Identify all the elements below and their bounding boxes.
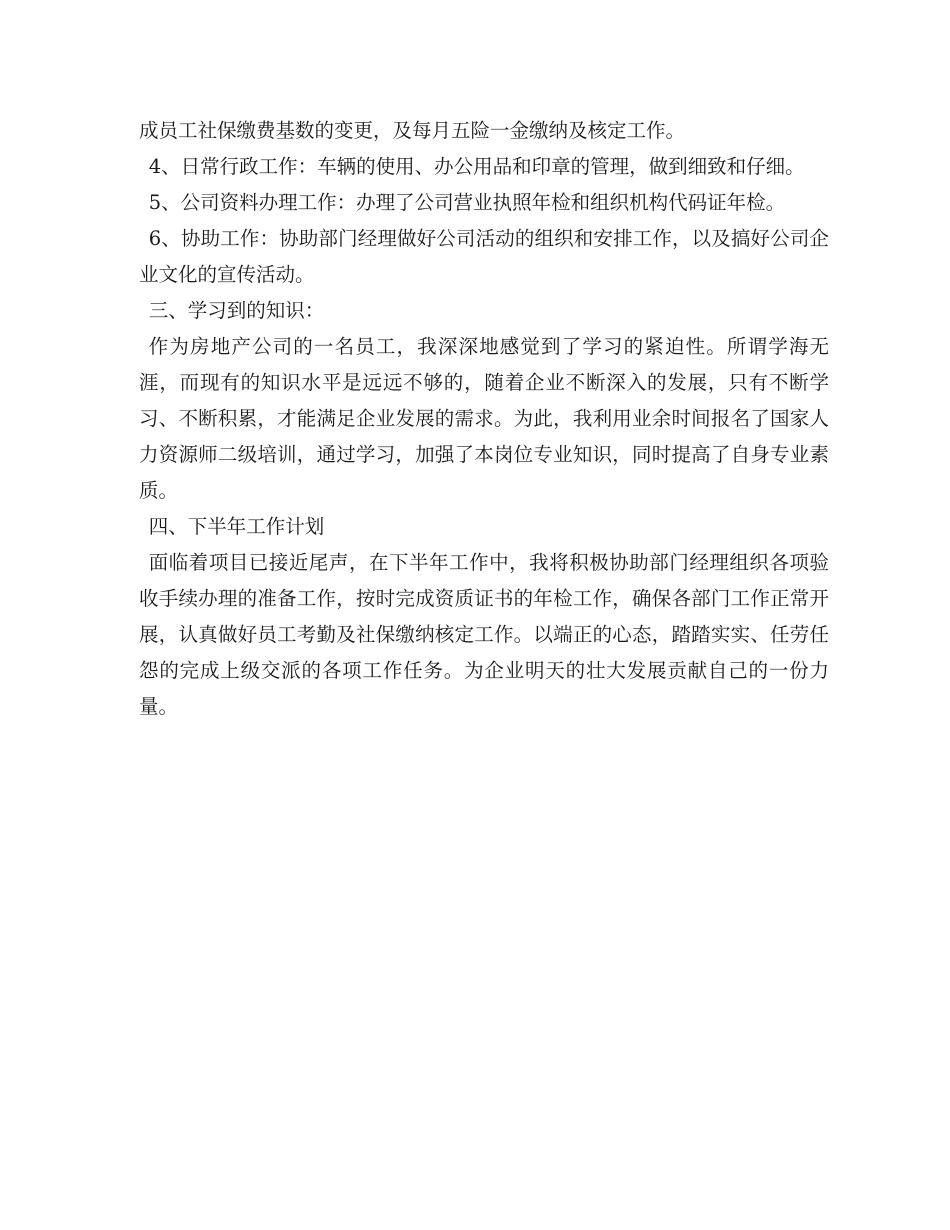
paragraph-social-insurance: 成员工社保缴费基数的变更，及每月五险一金缴纳及核定工作。 (139, 119, 686, 142)
section-heading-plan: 四、下半年工作计划 (148, 515, 325, 538)
paragraph-knowledge: 作为房地产公司的一名员工，我深深地感觉到了学习的紧迫性。所谓学海无涯，而现有的知识水平是远远不够的，随着企业不断深入的发展，只有不断学习、不断积累，才能满足企业发展的需求。为此，我利用业余时间报名了国家人力资源师二级培训，通过学习，加强了本岗位专业知识，同时提高了自身专业素质。 (139, 335, 829, 502)
paragraph-assistance-work: 6、协助工作：协助部门经理做好公司活动的组织和安排工作，以及搞好公司企业文化的宣传活动。 (139, 227, 829, 286)
document-body (139, 113, 829, 725)
paragraph-admin-work: 4、日常行政工作：车辆的使用、办公用品和印章的管理，做到细致和仔细。 (148, 155, 805, 178)
paragraph-company-documents: 5、公司资料办理工作：办理了公司营业执照年检和组织机构代码证年检。 (148, 191, 786, 214)
section-heading-knowledge: 三、学习到的知识： (148, 299, 325, 322)
paragraph-plan: 面临着项目已接近尾声，在下半年工作中，我将积极协助部门经理组织各项验收手续办理的准备工作，按时完成资质证书的年检工作，确保各部门工作正常开展，认真做好员工考勤及社保缴纳核定工作。以端正的心态，踏踏实实、任劳任怨的完成上级交派的各项工作任务。为企业明天的壮大发展贡献自己的一份力量。 (139, 551, 829, 718)
